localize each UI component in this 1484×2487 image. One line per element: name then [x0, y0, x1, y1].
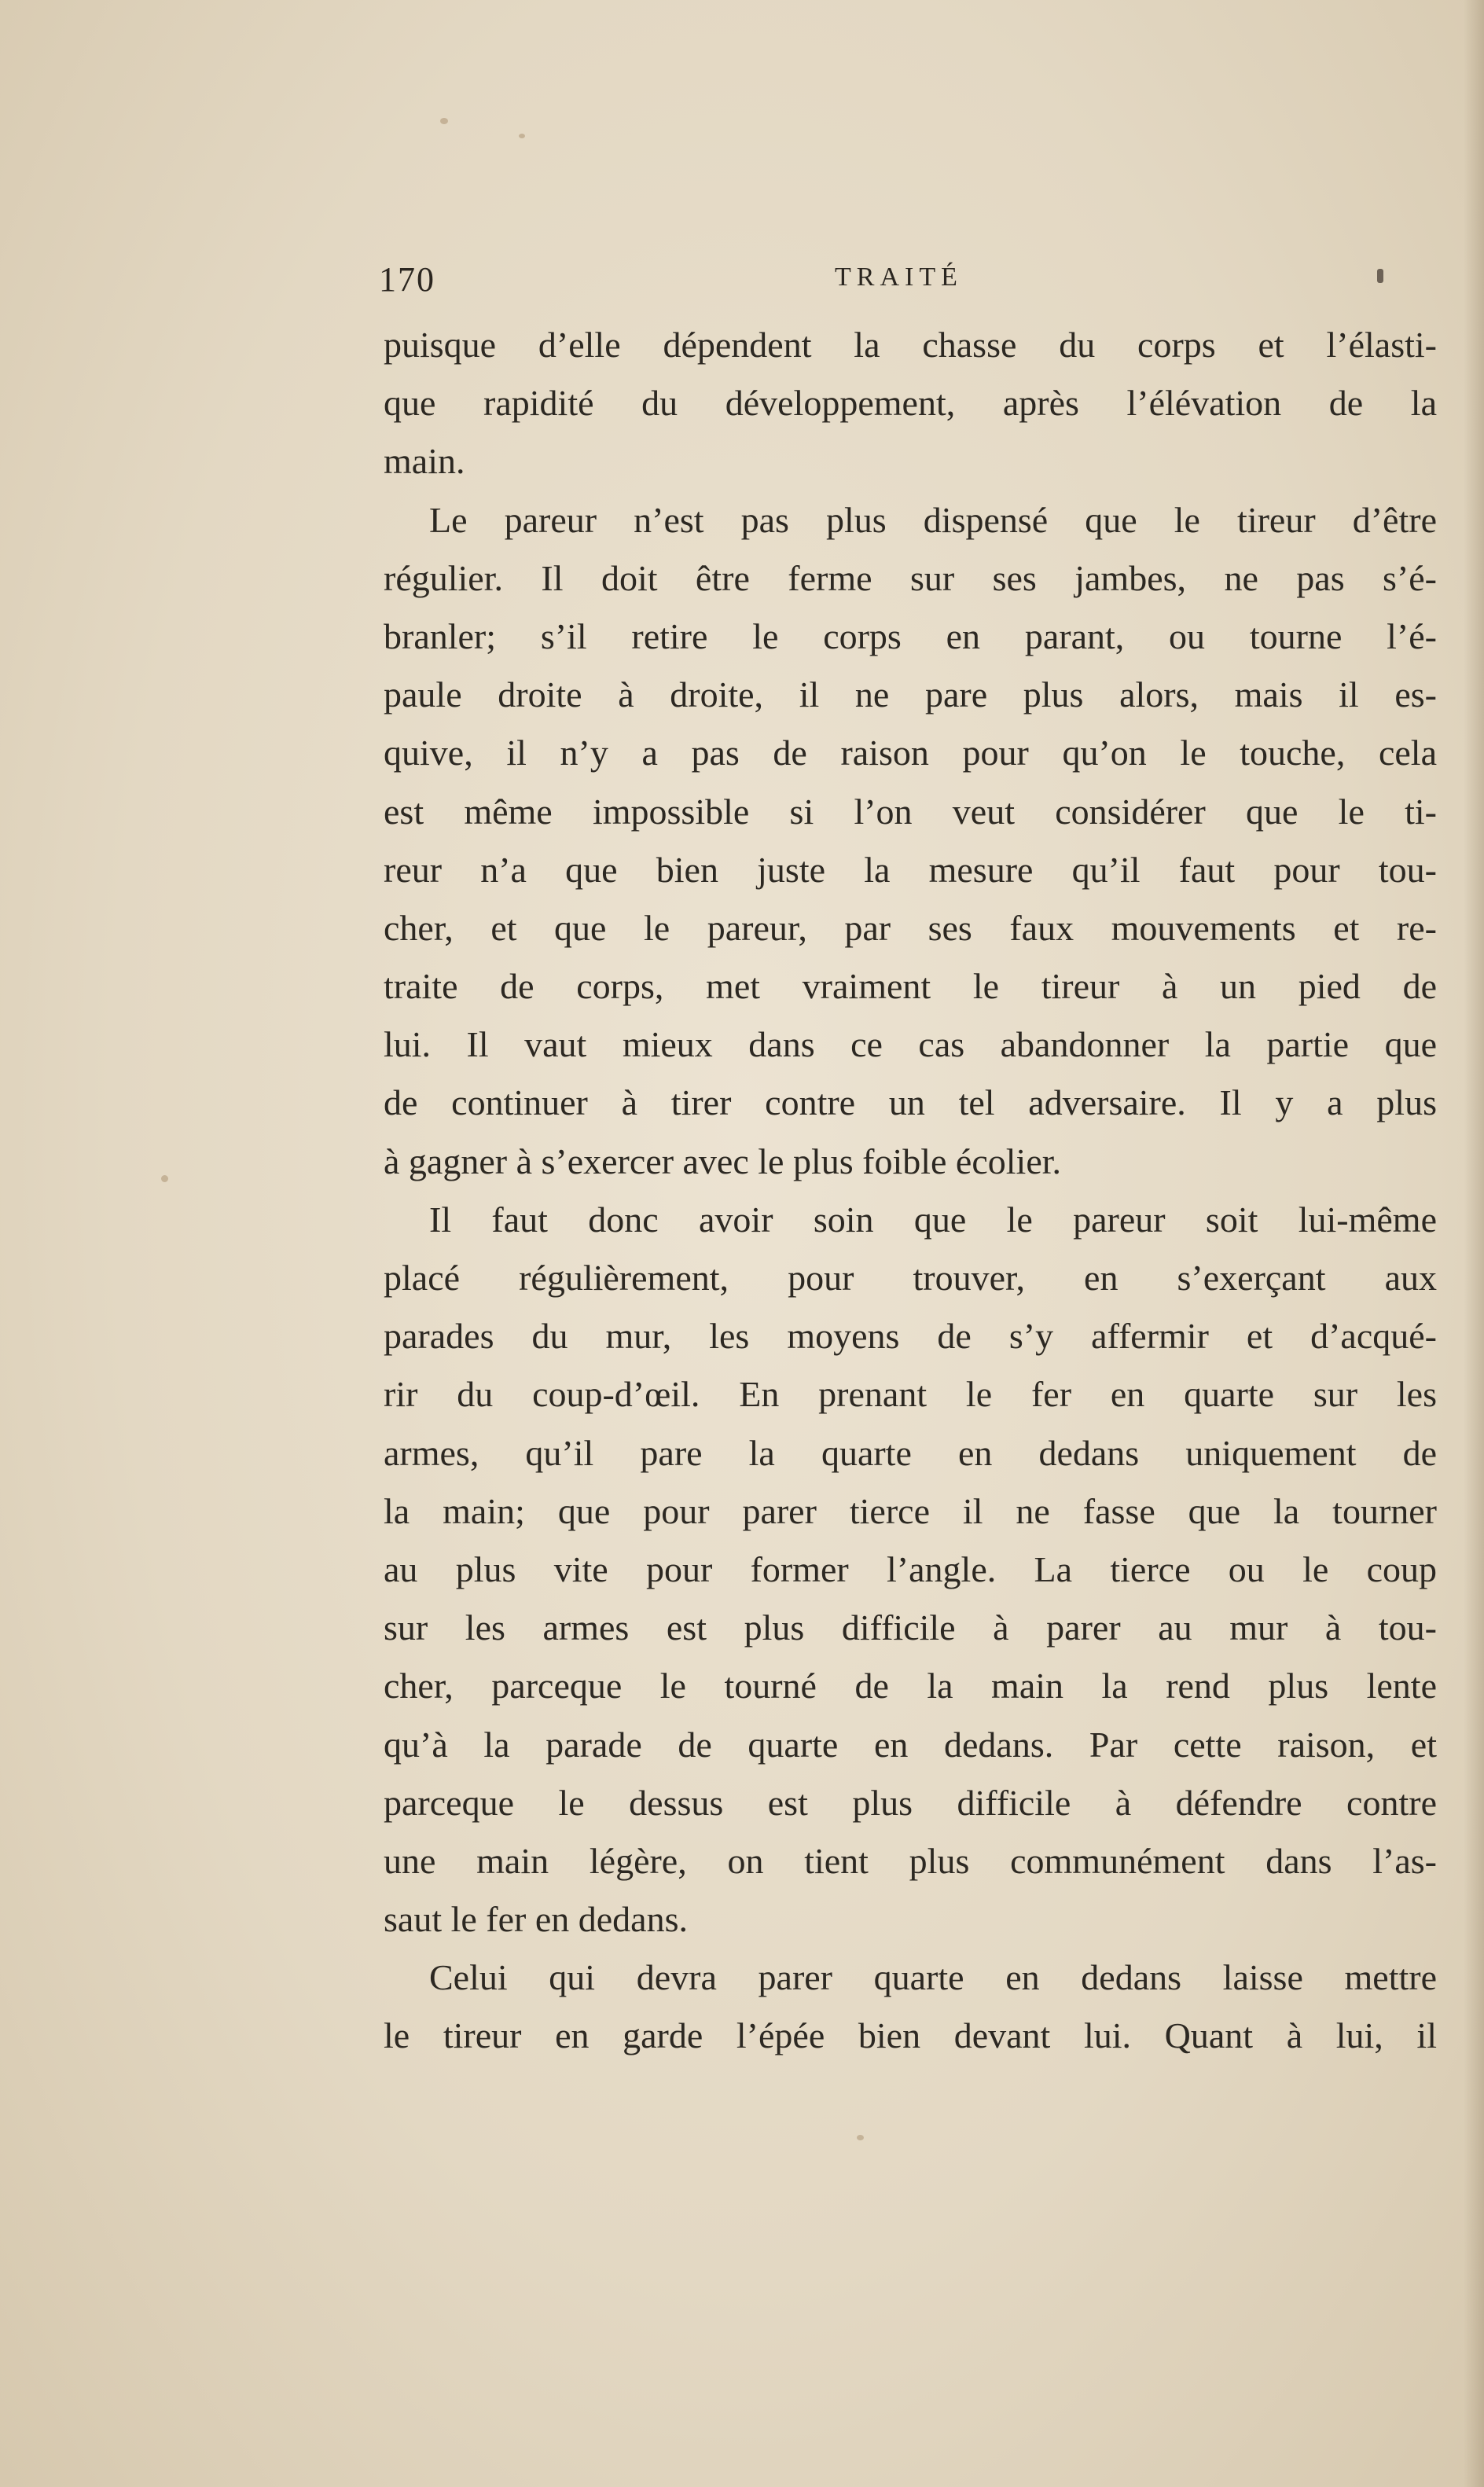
- text-line: au plus vite pour former l’angle. La tierce ou le coup: [384, 1548, 1437, 1589]
- text-line: régulier. Il doit être ferme sur ses jambes, ne pas s’é-: [384, 557, 1437, 598]
- text-line: Il faut donc avoir soin que le pareur soit lui-même: [429, 1199, 1437, 1240]
- text-line: reur n’a que bien juste la mesure qu’il faut pour tou-: [384, 849, 1437, 890]
- text-line: Celui qui devra parer quarte en dedans laisse mettre: [429, 1957, 1437, 1998]
- foxing-spot: [519, 134, 525, 138]
- running-title: TRAITÉ: [835, 263, 963, 292]
- text-line: parades du mur, les moyens de s’y affermir et d’acqué-: [384, 1316, 1437, 1357]
- text-line: parceque le dessus est plus difficile à défendre contre: [384, 1782, 1437, 1823]
- text-line: armes, qu’il pare la quarte en dedans uniquement de: [384, 1432, 1437, 1473]
- text-line: le tireur en garde l’épée bien devant lui. Quant à lui, il: [384, 2015, 1437, 2056]
- paragraph: [384, 316, 1437, 491]
- foxing-spot: [440, 118, 448, 124]
- text-line: saut le fer en dedans.: [384, 1899, 689, 1940]
- paragraph: [384, 1191, 1437, 1949]
- page-edge-shadow: [1464, 0, 1484, 2487]
- text-line: rir du coup-d’œil. En prenant le fer en quarte sur les: [384, 1374, 1437, 1415]
- text-line: la main; que pour parer tierce il ne fasse que la tourner: [384, 1490, 1437, 1531]
- text-line: une main légère, on tient plus communément dans l’as-: [384, 1840, 1437, 1881]
- running-header: [379, 259, 1416, 307]
- text-line: de continuer à tirer contre un tel adversaire. Il y a plus: [384, 1082, 1437, 1123]
- paragraph: [384, 1949, 1437, 2065]
- text-line: traite de corps, met vraiment le tireur à un pied de: [384, 966, 1437, 1007]
- foxing-spot: [161, 1175, 168, 1182]
- text-line: paule droite à droite, il ne pare plus alors, mais il es-: [384, 674, 1437, 715]
- text-line: Le pareur n’est pas plus dispensé que le tireur d’être: [429, 499, 1437, 540]
- text-line: cher, parceque le tourné de la main la rend plus lente: [384, 1666, 1437, 1706]
- text-line: lui. Il vaut mieux dans ce cas abandonner la partie que: [384, 1024, 1437, 1065]
- text-line: main.: [384, 441, 465, 482]
- body-text: [384, 316, 1437, 2066]
- text-line: placé régulièrement, pour trouver, en s’exerçant aux: [384, 1258, 1437, 1298]
- foxing-spot: [857, 2135, 864, 2140]
- text-line: branler; s’il retire le corps en parant, ou tourne l’é-: [384, 615, 1437, 656]
- paragraph: [384, 491, 1437, 1191]
- page-number: 170: [379, 260, 435, 299]
- text-line: à gagner à s’exercer avec le plus foible écolier.: [384, 1141, 1062, 1181]
- text-line: est même impossible si l’on veut considérer que le ti-: [384, 791, 1437, 832]
- text-line: puisque d’elle dépendent la chasse du corps et l’élasti-: [384, 325, 1437, 365]
- text-line: cher, et que le pareur, par ses faux mouvements et re-: [384, 907, 1437, 948]
- text-line: que rapidité du développement, après l’élévation de la: [384, 383, 1437, 424]
- text-line: qu’à la parade de quarte en dedans. Par cette raison, et: [384, 1724, 1437, 1765]
- ink-mark: [1377, 269, 1383, 283]
- text-line: sur les armes est plus difficile à parer au mur à tou-: [384, 1607, 1437, 1648]
- text-line: quive, il n’y a pas de raison pour qu’on le touche, cela: [384, 733, 1437, 773]
